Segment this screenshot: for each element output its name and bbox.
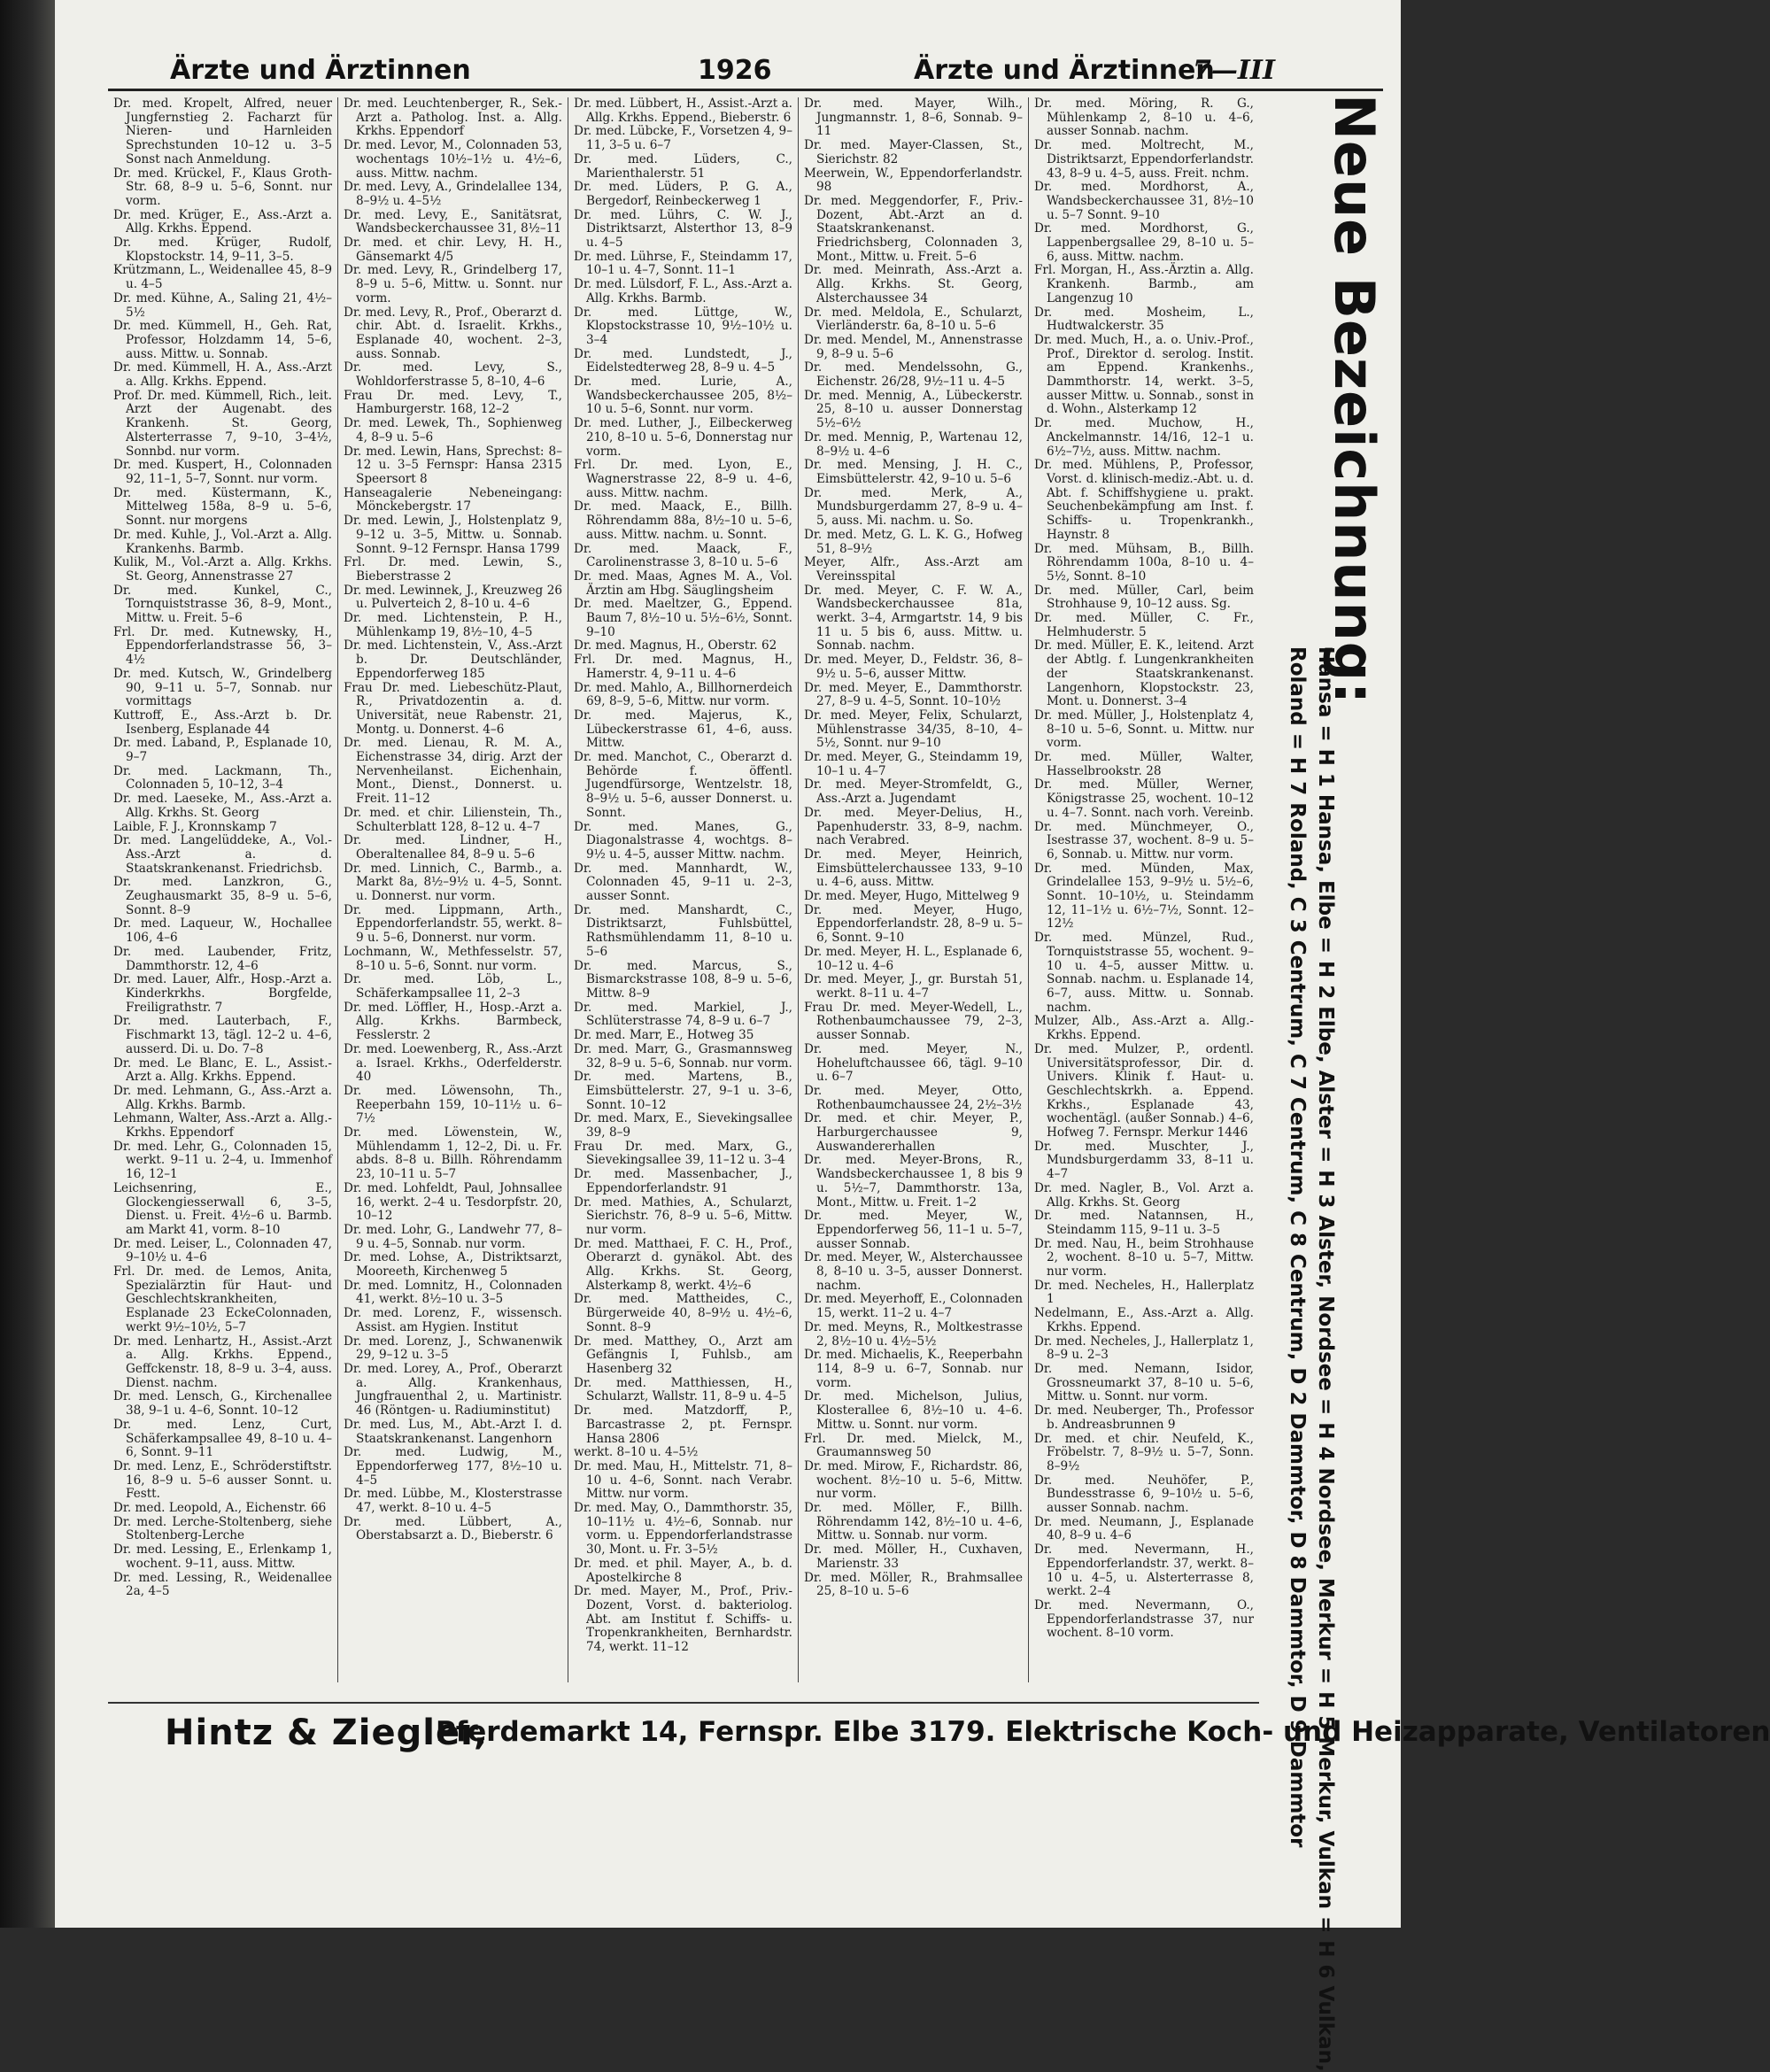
directory-entry: Dr. med. Mattheides, C., Bürgerweide 40, 8–9½ u. 4½–6, Sonnt. 8–9 bbox=[574, 1292, 792, 1334]
directory-entry: Dr. med. Necheles, J., Hallerplatz 1, 8–9 u. 2–3 bbox=[1034, 1334, 1254, 1363]
directory-entry: Dr. med. et chir. Neufeld, K., Fröbelstr. 7, 8–9½ u. 5–7, Sonn. 8–9½ bbox=[1034, 1431, 1254, 1473]
directory-entry: Dr. med. Laband, P., Esplanade 10, 9–7 bbox=[113, 736, 332, 765]
directory-entry: Dr. med. Maas, Agnes M. A., Vol. Ärztin am Hbg. Säuglingsheim bbox=[574, 568, 792, 598]
directory-entry: Dr. med. Meldola, E., Schularzt, Vierländerstr. 6a, 8–10 u. 5–6 bbox=[804, 305, 1023, 334]
column-2 bbox=[338, 97, 568, 1682]
directory-entry: Dr. med. Möring, R. G., Mühlenkamp 2, 8–10 u. 4–6, ausser Sonnab. nachm. bbox=[1034, 97, 1254, 139]
directory-entry: Leichsenring, E., Glockengiesserwall 6, 3–5, Dienst. u. Freit. 4½–6 u. Barmb. am Markt 41, vorm. 8–10 bbox=[113, 1180, 332, 1237]
directory-entry: Dr. med. Mosheim, L., Hudtwalckerstr. 35 bbox=[1034, 305, 1254, 334]
directory-entry: Dr. med. Lienau, R. M. A., Eichenstrasse 34, dirig. Arzt der Nervenheilanst. Eichenhain, Mont., Dienst., Donnerst. u. Freit. 11–12 bbox=[344, 736, 562, 807]
advertisement-footer bbox=[108, 1702, 1770, 1755]
directory-entry: Dr. med. Manes, G., Diagonalstrasse 4, wochtgs. 8–9½ u. 4–5, ausser Mittw. nachm. bbox=[574, 819, 792, 862]
directory-entry: Dr. med. Meyer, E., Dammthorstr. 27, 8–9 u. 4–5, Sonnt. 10–10½ bbox=[804, 680, 1023, 709]
directory-entry: Dr. med. Meyer, Otto, Rothenbaumchaussee 24, 2½–3½ bbox=[804, 1083, 1023, 1112]
directory-entry: Dr. med. Levy, R., Grindelberg 17, 8–9 u. 5–6, Mittw. u. Sonnt. nur vorm. bbox=[344, 263, 562, 305]
directory-entry: Kuttroff, E., Ass.-Arzt b. Dr. Isenberg, Esplanade 44 bbox=[113, 707, 332, 737]
directory-entry: Dr. med. Levy, A., Grindelallee 134, 8–9½ u. 4–5½ bbox=[344, 180, 562, 208]
directory-entry: Dr. med. et chir. Meyer, P., Harburgerchaussee 9, Auswandererhallen bbox=[804, 1111, 1023, 1154]
directory-entry: Frl. Dr. med. Lyon, E., Wagnerstrasse 22, 8–9 u. 4–6, auss. Mittw. nachm. bbox=[574, 458, 792, 500]
directory-entry: Frl. Morgan, H., Ass.-Ärztin a. Allg. Krankenh. Barmb., am Langenzug 10 bbox=[1034, 263, 1254, 305]
directory-entry: Dr. med. Markiel, J., Schlüterstrasse 74, 8–9 u. 6–7 bbox=[574, 1000, 792, 1029]
directory-entry: Dr. med. Luther, J., Eilbeckerweg 210, 8–10 u. 5–6, Donnerstag nur vorm. bbox=[574, 416, 792, 459]
directory-entry: Dr. med. Neumann, J., Esplanade 40, 8–9 u. 4–6 bbox=[1034, 1514, 1254, 1543]
directory-entry: Frl. Dr. med. Magnus, H., Hamerstr. 4, 9–11 u. 4–6 bbox=[574, 653, 792, 681]
page-number: 7—III bbox=[1193, 55, 1275, 86]
directory-entry: Dr. med. Lanzkron, G., Zeughausmarkt 35, 8–9 u. 5–6, Sonnt. 8–9 bbox=[113, 875, 332, 917]
directory-entry: Dr. med. Lehr, G., Colonnaden 15, werkt. 9–11 u. 2–4, u. Immenhof 16, 12–1 bbox=[113, 1139, 332, 1182]
directory-entry: Dr. med. Möller, H., Cuxhaven, Marienstr. 33 bbox=[804, 1542, 1023, 1571]
directory-entry: Dr. med. Lewin, Hans, Sprechst: 8–12 u. 3–5 Fernspr: Hansa 2315 Speersort 8 bbox=[344, 444, 562, 486]
directory-entry: Dr. med. Martens, B., Eimsbüttelerstr. 27, 9–1 u. 3–6, Sonnt. 10–12 bbox=[574, 1070, 792, 1112]
directory-entry: Dr. med. Meggendorfer, F., Priv.-Dozent, Abt.-Arzt an d. Staatskrankenanst. Friedrichsberg, Colonnaden 3, Mont., Mittw. u. Freit. 5–6 bbox=[804, 193, 1023, 264]
side-banner bbox=[1261, 89, 1394, 2072]
directory-entry: Dr. med. Lohse, A., Distriktsarzt, Mooreeth, Kirchenweg 5 bbox=[344, 1250, 562, 1280]
directory-entry: werkt. 8–10 u. 4–5½ bbox=[574, 1445, 699, 1460]
directory-entry: Dr. med. Lichtenstein, V., Ass.-Arzt b. Dr. Deutschländer, Eppendorferweg 185 bbox=[344, 638, 562, 681]
directory-entry: Dr. med. Lerche-Stoltenberg, siehe Stoltenberg-Lerche bbox=[113, 1514, 332, 1543]
directory-entry: Dr. med. Meyer, Hugo, Eppendorferlandstr. 28, 8–9 u. 5–6, Sonnt. 9–10 bbox=[804, 902, 1023, 946]
directory-entry: Frau Dr. med. Meyer-Wedell, L., Rothenbaumchaussee 79, 2–3, ausser Sonnab. bbox=[804, 1000, 1023, 1043]
directory-entry: Dr. med. Mannhardt, W., Colonnaden 45, 9–11 u. 2–3, ausser Sonnt. bbox=[574, 861, 792, 904]
directory-entry: Dr. med. Meyer, H. L., Esplanade 6, 10–12 u. 4–6 bbox=[804, 944, 1023, 973]
directory-entry: Kulik, M., Vol.-Arzt a. Allg. Krkhs. St. Georg, Annenstrasse 27 bbox=[113, 555, 332, 584]
directory-entry: Dr. med. Meyer-Delius, H., Papenhuderstr. 33, 8–9, nachm. nach Verabred. bbox=[804, 805, 1023, 848]
directory-entry: Dr. med. Meyer, N., Hoheluftchaussee 66, tägl. 9–10 u. 6–7 bbox=[804, 1041, 1023, 1085]
directory-entry: Lehmann, Walter, Ass.-Arzt a. Allg.-Krkhs. Eppendorf bbox=[113, 1111, 332, 1140]
directory-entry: Dr. med. Levor, M., Colonnaden 53, wochentags 10½–1½ u. 4½–6, auss. Mittw. nachm. bbox=[344, 138, 562, 181]
directory-entry: Dr. med. Mayer, M., Prof., Priv.-Dozent, Vorst. d. bakteriolog. Abt. am Institut f. Schiffs- u. Tropenkrankheiten, Bernhardstr. 74, werkt. 11–12 bbox=[574, 1584, 792, 1655]
directory-entry: Dr. med. Matthaei, F. C. H., Prof., Oberarzt d. gynäkol. Abt. des Allg. Krkhs. St. Georg, Alsterkamp 8, werkt. 4½–6 bbox=[574, 1236, 792, 1293]
directory-entry: Dr. med. Löwensohn, Th., Reeperbahn 159, 10–11½ u. 6–7½ bbox=[344, 1083, 562, 1126]
directory-entry: Dr. med. Marcus, S., Bismarckstrasse 108, 8–9 u. 5–6, Mittw. 8–9 bbox=[574, 958, 792, 1001]
directory-entry: Dr. med. Mensing, J. H. C., Eimsbüttelerstr. 42, 9–10 u. 5–6 bbox=[804, 458, 1023, 486]
directory-entry: Dr. med. Lichtenstein, P. H., Mühlenkamp 19, 8½–10, 4–5 bbox=[344, 611, 562, 639]
directory-entry: Dr. med. Lenz, E., Schröderstiftstr. 16, 8–9 u. 5–6 ausser Sonnt. u. Festt. bbox=[113, 1458, 332, 1502]
directory-entry: Dr. med. Maack, E., Billh. Röhrendamm 88a, 8½–10 u. 5–6, auss. Mittw. nachm. u. Sonnt. bbox=[574, 499, 792, 542]
directory-entry: Dr. med. Lauterbach, F., Fischmarkt 13, tägl. 12–2 u. 4–6, ausserd. Di. u. Do. 7–8 bbox=[113, 1014, 332, 1056]
directory-entry: Dr. med. Löb, L., Schäferkampsallee 11, 2–3 bbox=[344, 972, 562, 1001]
directory-entry: Dr. med. Lübbert, A., Oberstabsarzt a. D., Bieberstr. 6 bbox=[344, 1514, 562, 1543]
directory-entry: Dr. med. Meyer, Hugo, Mittelweg 9 bbox=[804, 889, 1020, 904]
directory-entry: Dr. med. Lübcke, F., Vorsetzen 4, 9–11, 3–5 u. 6–7 bbox=[574, 124, 792, 153]
directory-entry: Dr. med. Nau, H., beim Strohhause 2, wochent. 8–10 u. 5–7, Mittw. nur vorm. bbox=[1034, 1236, 1254, 1280]
directory-entry: Dr. med. Merk, A., Mundsburgerdamm 27, 8–9 u. 4–5, auss. Mi. nachm. u. So. bbox=[804, 485, 1023, 529]
directory-entry: Dr. med. Lurie, A., Wandsbeckerchaussee 205, 8½–10 u. 5–6, Sonnt. nur vorm. bbox=[574, 375, 792, 417]
directory-entry: Dr. med. Lorenz, F., wissensch. Assist. am Hygien. Institut bbox=[344, 1306, 562, 1334]
directory-entry: Dr. med. Möller, F., Billh. Röhrendamm 142, 8½–10 u. 4–6, Mittw. u. Sonnab. nur vorm. bbox=[804, 1501, 1023, 1543]
directory-entry: Dr. med. Münden, Max, Grindelallee 153, 9–9½ u. 5½–6, Sonnt. 10–10½, u. Steindamm 12, 11–1½ u. 6½–7½, Sonnt. 12–12½ bbox=[1034, 861, 1254, 932]
directory-entry: Frl. Dr. med. Lewin, S., Bieberstrasse 2 bbox=[344, 555, 562, 584]
directory-entry: Dr. med. Lomnitz, H., Colonnaden 41, werkt. 8½–10 u. 3–5 bbox=[344, 1278, 562, 1307]
directory-entry: Dr. med. Münzel, Rud., Tornquiststrasse 55, wochent. 9–10 u. 4–5, ausser Mittw. u. Sonnab. nachm. u. Esplanade 14, 6–7, auss. Mittw. u. Sonnab. nachm. bbox=[1034, 931, 1254, 1015]
directory-entry: Dr. med. Mordhorst, G., Lappenbergsallee 29, 8–10 u. 5–6, auss. Mittw. nachm. bbox=[1034, 221, 1254, 264]
directory-entry: Dr. med. et chir. Levy, H. H., Gänsemarkt 4/5 bbox=[344, 236, 562, 264]
book-binding bbox=[0, 0, 55, 1928]
directory-entry: Frau Dr. med. Levy, T., Hamburgerstr. 168, 12–2 bbox=[344, 388, 562, 417]
directory-entry: Dr. med. Mühsam, B., Billh. Röhrendamm 100a, 8–10 u. 4–5½, Sonnt. 8–10 bbox=[1034, 541, 1254, 584]
directory-entry: Frl. Dr. med. Kutnewsky, H., Eppendorferlandstrasse 56, 3–4½ bbox=[113, 624, 332, 668]
header-year: 1926 bbox=[698, 55, 772, 86]
directory-entry: Dr. med. Lessing, R., Weidenallee 2a, 4–5 bbox=[113, 1570, 332, 1599]
directory-entry: Dr. med. Michaelis, K., Reeperbahn 114, 8–9 u. 6–7, Sonnab. nur vorm. bbox=[804, 1348, 1023, 1390]
directory-entry: Dr. med. Meyer, C. F. W. A., Wandsbeckerchaussee 81a, werkt. 3–4, Armgartstr. 14, 9 bis 11 u. 5 bis 6, auss. Mittw. u. Sonnab. nachm. bbox=[804, 583, 1023, 653]
directory-entry: Dr. med. Maack, F., Carolinenstrasse 3, 8–10 u. 5–6 bbox=[574, 541, 792, 570]
column-4 bbox=[799, 97, 1029, 1682]
directory-entry: Dr. med. Marx, E., Sievekingsallee 39, 8–9 bbox=[574, 1111, 792, 1140]
directory-entry: Dr. med. Michelson, Julius, Klosterallee 6, 8½–10 u. 4–6. Mittw. u. Sonnt. nur vorm. bbox=[804, 1389, 1023, 1432]
directory-entry: Dr. med. Müller, E. K., leitend. Arzt der Abtlg. f. Lungenkrankheiten der Staatskrankenanst. Langenhorn, Klopstockstr. 23, Mont. u. Donnerst. 3–4 bbox=[1034, 638, 1254, 709]
directory-entry: Dr. med. Meyer, Felix, Schularzt, Mühlenstrasse 34/35, 8–10, 4–5½, Sonnt. nur 9–10 bbox=[804, 707, 1023, 751]
directory-entry: Dr. med. Muschter, J., Mundsburgerdamm 33, 8–11 u. 4–7 bbox=[1034, 1139, 1254, 1182]
directory-entry: Dr. med. Majerus, K., Lübeckerstrasse 61, 4–6, auss. Mittw. bbox=[574, 707, 792, 751]
directory-entry: Dr. med. Müller, Walter, Hasselbrookstr. 28 bbox=[1034, 750, 1254, 778]
directory-entry: Dr. med. Mahlo, A., Billhornerdeich 69, 8–9, 5–6, Mittw. nur vorm. bbox=[574, 680, 792, 709]
directory-entry: Dr. med. Meyer, W., Eppendorferweg 56, 11–1 u. 5–7, ausser Sonnab. bbox=[804, 1209, 1023, 1251]
directory-entry: Dr. med. Levy, S., Wohldorferstrasse 5, 8–10, 4–6 bbox=[344, 360, 562, 390]
directory-entry: Dr. med. Moltrecht, M., Distriktsarzt, Eppendorferlandstr. 43, 8–9 u. 4–5, auss. Freit. nchm. bbox=[1034, 138, 1254, 181]
directory-entry: Dr. med. Leuchtenberger, R., Sek.-Arzt a. Patholog. Inst. a. Allg. Krkhs. Eppendorf bbox=[344, 97, 562, 139]
directory-entry: Frl. Dr. med. Mielck, M., Graumannsweg 50 bbox=[804, 1431, 1023, 1460]
directory-entry: Dr. med. Natannsen, H., Steindamm 115, 9–11 u. 3–5 bbox=[1034, 1209, 1254, 1237]
directory-entry: Dr. med. Kuspert, H., Colonnaden 92, 11–1, 5–7, Sonnt. nur vorm. bbox=[113, 458, 332, 486]
side-codes-2: Roland = H 7 Roland, C 3 Centrum, C 7 Centrum, C 8 Centrum, D 2 Dammtor, D 8 Dammtor, D 9 Dammtor bbox=[1286, 646, 1309, 1848]
directory-entry: Dr. med. Mayer, Wilh., Jungmannstr. 1, 8–6, Sonnab. 9–11 bbox=[804, 97, 1023, 139]
directory-entry: Dr. med. Mayer-Classen, St., Sierichstr. 82 bbox=[804, 138, 1023, 166]
header-right: Ärzte und Ärztinnen bbox=[914, 55, 1215, 86]
directory-entry: Dr. med. Kunkel, C., Tornquiststrasse 36, 8–9, Mont., Mittw. u. Freit. 5–6 bbox=[113, 583, 332, 626]
directory-entry: Dr. med. Lorey, A., Prof., Oberarzt a. Allg. Krankenhaus, Jungfrauenthal 2, u. Martinistr. 46 (Röntgen- u. Radiuminstitut) bbox=[344, 1361, 562, 1419]
directory-entry: Dr. med. Lauer, Alfr., Hosp.-Arzt a. Kinderkrkhs. Borgfelde, Freiligrathstr. 7 bbox=[113, 972, 332, 1015]
ad-brand: Hintz & Ziegler, bbox=[165, 1712, 489, 1753]
directory-entry: Dr. med. Lenz, Curt, Schäferkampsallee 49, 8–10 u. 4–6, Sonnt. 9–11 bbox=[113, 1417, 332, 1460]
directory-entry: Dr. med. Müller, Werner, Königstrasse 25, wochent. 10–12 u. 4–7. Sonnt. nach vorh. Vereinb. bbox=[1034, 777, 1254, 820]
directory-entry: Dr. med. Le Blanc, E. L., Assist.-Arzt a. Allg. Krkhs. Eppend. bbox=[113, 1055, 332, 1085]
directory-entry: Dr. med. Meyer, Heinrich, Eimsbüttelerchaussee 133, 9–10 u. 4–6, auss. Mittw. bbox=[804, 847, 1023, 890]
directory-entry: Dr. med. Möller, R., Brahmsallee 25, 8–10 u. 5–6 bbox=[804, 1570, 1023, 1599]
directory-entry: Dr. med. Muchow, H., Anckelmannstr. 14/16, 12–1 u. 6½–7½, auss. Mittw. nachm. bbox=[1034, 416, 1254, 459]
directory-entry: Dr. med. Nagler, B., Vol. Arzt a. Allg. Krkhs. St. Georg bbox=[1034, 1180, 1254, 1210]
directory-entry: Dr. med. Münchmeyer, O., Isestrasse 37, wochent. 8–9 u. 5–6, Sonnab. u. Mittw. nur vorm. bbox=[1034, 819, 1254, 862]
directory-entry: Mulzer, Alb., Ass.-Arzt a. Allg.-Krkhs. Eppend. bbox=[1034, 1014, 1254, 1043]
directory-entry: Dr. med. Krüger, Rudolf, Klopstockstr. 14, 9–11, 3–5. bbox=[113, 236, 332, 264]
ad-text: Pferdemarkt 14, Fernspr. Elbe 3179. Elektrische Koch- und Heizapparate, Ventilatoren bbox=[436, 1716, 1770, 1748]
directory-entry: Dr. med. Lensch, G., Kirchenallee 38, 9–1 u. 4–6, Sonnt. 10–12 bbox=[113, 1389, 332, 1419]
directory-entry: Dr. med. et chir. Lilienstein, Th., Schulterblatt 128, 8–12 u. 4–7 bbox=[344, 805, 562, 834]
directory-entry: Dr. med. Müller, C. Fr., Helmhuderstr. 5 bbox=[1034, 611, 1254, 639]
directory-entry: Dr. med. Lus, M., Abt.-Arzt I. d. Staatskrankenanst. Langenhorn bbox=[344, 1417, 562, 1446]
column-5 bbox=[1029, 97, 1259, 1682]
directory-entry: Dr. med. Mennig, A., Lübeckerstr. 25, 8–10 u. ausser Donnerstag 5½–6½ bbox=[804, 388, 1023, 431]
directory-entry: Krützmann, L., Weidenallee 45, 8–9 u. 4–5 bbox=[113, 263, 332, 292]
directory-entry: Dr. med. Matthiessen, H., Schularzt, Wallstr. 11, 8–9 u. 4–5 bbox=[574, 1375, 792, 1404]
directory-entry: Dr. med. Ludwig, M., Eppendorferweg 177, 8½–10 u. 4–5 bbox=[344, 1445, 562, 1488]
directory-entry: Dr. med. Lewinnek, J., Kreuzweg 26 u. Pulverteich 2, 8–10 u. 4–6 bbox=[344, 583, 562, 612]
directory-entry: Dr. med. Kümmell, H., Geh. Rat, Professor, Holzdamm 14, 5–6, auss. Mittw. u. Sonnab. bbox=[113, 319, 332, 361]
directory-entry: Dr. med. Lülsdorf, F. L., Ass.-Arzt a. Allg. Krkhs. Barmb. bbox=[574, 277, 792, 305]
directory-entry: Dr. med. Laubender, Fritz, Dammthorstr. 12, 4–6 bbox=[113, 944, 332, 973]
directory-entry: Dr. med. Meyerhoff, E., Colonnaden 15, werkt. 11–2 u. 4–7 bbox=[804, 1292, 1023, 1321]
directory-entry: Hanseagalerie Nebeneingang: Mönckebergstr. 17 bbox=[344, 485, 562, 514]
directory-entry: Dr. med. Manshardt, C., Distriktsarzt, Fuhlsbüttel, Rathsmühlendamm 11, 8–10 u. 5–6 bbox=[574, 902, 792, 959]
directory-entry: Dr. med. Leopold, A., Eichenstr. 66 bbox=[113, 1501, 327, 1516]
directory-entry: Dr. med. et phil. Mayer, A., b. d. Apostelkirche 8 bbox=[574, 1556, 792, 1585]
directory-entry: Nedelmann, E., Ass.-Arzt a. Allg. Krkhs. Eppend. bbox=[1034, 1306, 1254, 1334]
directory-entry: Dr. med. Meyer, G., Steindamm 19, 10–1 u. 4–7 bbox=[804, 750, 1023, 778]
directory-entry: Dr. med. Lundstedt, J., Eidelstedterweg 28, 8–9 u. 4–5 bbox=[574, 346, 792, 375]
directory-entry: Dr. med. Meyer-Stromfeldt, G., Ass.-Arzt a. Jugendamt bbox=[804, 777, 1023, 807]
directory-entry: Dr. med. Levy, E., Sanitätsrat, Wandsbeckerchaussee 31, 8½–11 bbox=[344, 207, 562, 236]
directory-entry: Dr. med. Levy, R., Prof., Oberarzt d. chir. Abt. d. Israelit. Krkhs., Esplanade 40, wochent. 2–3, auss. Sonnab. bbox=[344, 305, 562, 361]
directory-entry: Dr. med. Kropelt, Alfred, neuer Jungfernstieg 2. Facharzt für Nieren- und Harnleiden Sprechstunden 10–12 u. 3–5 Sonst nach Anmeldung. bbox=[113, 97, 332, 166]
directory-entry: Dr. med. Lessing, E., Erlenkamp 1, wochent. 9–11, auss. Mittw. bbox=[113, 1542, 332, 1571]
directory-entry: Dr. med. Massenbacher, J., Eppendorferlandstr. 91 bbox=[574, 1167, 792, 1195]
directory-entry: Dr. med. Lührse, F., Steindamm 17, 10–1 u. 4–7, Sonnt. 11–1 bbox=[574, 249, 792, 278]
directory-entry: Dr. med. Matthey, O., Arzt am Gefängnis I, Fuhlsb., am Hasenberg 32 bbox=[574, 1334, 792, 1376]
directory-entry: Dr. med. Leiser, L., Colonnaden 47, 9–10½ u. 4–6 bbox=[113, 1236, 332, 1265]
directory-entry: Dr. med. Müller, J., Holstenplatz 4, 8–10 u. 5–6, Sonnt. u. Mittw. nur vorm. bbox=[1034, 707, 1254, 751]
directory-entry: Dr. med. Neuhöfer, P., Bundesstrasse 6, 9–10½ u. 5–6, ausser Sonnab. nachm. bbox=[1034, 1473, 1254, 1516]
directory-entry: Dr. med. Meyer, J., gr. Burstah 51, werkt. 8–11 u. 4–7 bbox=[804, 972, 1023, 1001]
directory-entry: Dr. med. Loewenberg, R., Ass.-Arzt a. Israel. Krkhs., Oderfelderstr. 40 bbox=[344, 1041, 562, 1085]
directory-entry: Dr. med. Küstermann, K., Mittelweg 158a, 8–9 u. 5–6, Sonnt. nur morgens bbox=[113, 485, 332, 529]
directory-entry: Dr. med. Meinrath, Ass.-Arzt a. Allg. Krkhs. St. Georg, Alsterchaussee 34 bbox=[804, 263, 1023, 305]
directory-entry: Dr. med. Much, H., a. o. Univ.-Prof., Prof., Direktor d. serolog. Instit. am Eppend. Krankenhs., Dammthorstr. 14, werkt. 3–5, ausser Mittw. u. Sonnab., sonst in d. Wohn., Alsterkamp 12 bbox=[1034, 332, 1254, 417]
directory-entry: Dr. med. Lüders, C., Marienthalerstr. 51 bbox=[574, 151, 792, 181]
directory-entry: Dr. med. Kümmell, H. A., Ass.-Arzt a. Allg. Krkhs. Eppend. bbox=[113, 360, 332, 390]
directory-entry: Dr. med. Mendelssohn, G., Eichenstr. 26/28, 9½–11 u. 4–5 bbox=[804, 360, 1023, 390]
directory-entry: Dr. med. Mathies, A., Schularzt, Sierichstr. 76, 8–9 u. 5–6, Mittw. nur vorm. bbox=[574, 1194, 792, 1237]
directory-entry: Dr. med. Nemann, Isidor, Grossneumarkt 37, 8–10 u. 5–6, Mittw. u. Sonnt. nur vorm. bbox=[1034, 1361, 1254, 1404]
directory-entry: Dr. med. Magnus, H., Oberstr. 62 bbox=[574, 638, 777, 653]
directory-entry: Frau Dr. med. Liebeschütz-Plaut, R., Privatdozentin a. d. Universität, neue Rabenstr. 21, Montg. u. Donnerst. 4–6 bbox=[344, 680, 562, 737]
directory-entry: Dr. med. Meyer-Brons, R., Wandsbeckerchaussee 1, 8 bis 9 u. 5½–7, Dammthorstr. 13a, Mont., Mittw. u. Freit. 1–2 bbox=[804, 1153, 1023, 1210]
directory-entry: Dr. med. Lohfeldt, Paul, Johnsallee 16, werkt. 2–4 u. Tesdorpfstr. 20, 10–12 bbox=[344, 1180, 562, 1224]
directory-entry: Dr. med. Maeltzer, G., Eppend. Baum 7, 8½–10 u. 5½–6½, Sonnt. 9–10 bbox=[574, 597, 792, 639]
directory-entry: Dr. med. Mau, H., Mittelstr. 71, 8–10 u. 4–6, Sonnt. nach Verabr. Mittw. nur vorm. bbox=[574, 1458, 792, 1502]
column-1 bbox=[108, 97, 338, 1682]
directory-entry: Dr. med. Lührs, C. W. J., Distriktsarzt, Alsterthor 13, 8–9 u. 4–5 bbox=[574, 207, 792, 251]
directory-entry: Dr. med. Necheles, H., Hallerplatz 1 bbox=[1034, 1278, 1254, 1307]
directory-entry: Dr. med. Marr, E., Hotweg 35 bbox=[574, 1028, 754, 1043]
directory-entry: Dr. med. Kutsch, W., Grindelberg 90, 9–11 u. 5–7, Sonnab. nur vormittags bbox=[113, 666, 332, 709]
directory-entry: Dr. med. Meyer, W., Alsterchaussee 8, 8–10 u. 3–5, ausser Donnerst. nachm. bbox=[804, 1250, 1023, 1293]
directory-entry: Dr. med. Lewin, J., Holstenplatz 9, 9–12 u. 3–5, Mittw. u. Sonnab. Sonnt. 9–12 Fernspr. Hansa 1799 bbox=[344, 514, 562, 556]
directory-entry: Dr. med. Neuberger, Th., Professor b. Andreasbrunnen 9 bbox=[1034, 1403, 1254, 1432]
page-header bbox=[108, 53, 1383, 91]
directory-entry: Prof. Dr. med. Kümmell, Rich., leit. Arzt der Augenabt. des Krankenh. St. Georg, Alsterterrasse 7, 9–10, 3–4½, Sonnbd. nur vorm. bbox=[113, 388, 332, 459]
directory-entry: Meerwein, W., Eppendorferlandstr. 98 bbox=[804, 166, 1023, 195]
directory-entry: Dr. med. Lüders, P. G. A., Bergedorf, Reinbeckerweg 1 bbox=[574, 180, 792, 208]
directory-entry: Dr. med. Krüger, E., Ass.-Arzt a. Allg. Krkhs. Eppend. bbox=[113, 207, 332, 236]
directory-entry: Dr. med. Löffler, H., Hosp.-Arzt a. Allg. Krkhs. Barmbeck, Fesslerstr. 2 bbox=[344, 1000, 562, 1043]
directory-entry: Dr. med. Manchot, C., Oberarzt d. Behörde f. öffentl. Jugendfürsorge, Wentzelstr. 18, 8–9½ u. 5–6, ausser Donnerst. u. Sonnt. bbox=[574, 750, 792, 820]
side-codes-1: Hansa = H 1 Hansa, Elbe = H 2 Elbe, Alster = H 3 Alster, Nordsee = H 4 Nordsee, Merkur = H 5 Merkur, Vulkan = H 6 Vulkan, bbox=[1314, 646, 1337, 2072]
directory-entry: Dr. med. Meyer, D., Feldstr. 36, 8–9½ u. 5–6, ausser Mittw. bbox=[804, 653, 1023, 681]
directory-entry: Dr. med. May, O., Dammthorstr. 35, 10–11½ u. 4½–6, Sonnab. nur vorm. u. Eppendorferlandstrasse 30, Mont. u. Fr. 3–5½ bbox=[574, 1501, 792, 1558]
directory-entry: Dr. med. Laeseke, M., Ass.-Arzt a. Allg. Krkhs. St. Georg bbox=[113, 792, 332, 820]
directory-entry: Dr. med. Lübbert, H., Assist.-Arzt a. Allg. Krkhs. Eppend., Bieberstr. 6 bbox=[574, 97, 792, 125]
directory-entry: Dr. med. Linnich, C., Barmb., a. Markt 8a, 8½–9½ u. 4–5, Sonnt. u. Donnerst. nur vorm. bbox=[344, 861, 562, 904]
directory-entry: Dr. med. Lehmann, G., Ass.-Arzt a. Allg. Krkhs. Barmb. bbox=[113, 1083, 332, 1112]
directory-entry: Dr. med. Kuhle, J., Vol.-Arzt a. Allg. Krankenhs. Barmb. bbox=[113, 527, 332, 556]
directory-entry: Laible, F. J., Kronnskamp 7 bbox=[113, 819, 277, 834]
directory-entry: Dr. med. Nevermann, H., Eppendorferlandstr. 37, werkt. 8–10 u. 4–5, u. Alsterterrasse 8, werkt. 2–4 bbox=[1034, 1542, 1254, 1599]
directory-entry: Dr. med. Lohr, G., Landwehr 77, 8–9 u. 4–5, Sonnab. nur vorm. bbox=[344, 1222, 562, 1251]
directory-entry: Dr. med. Mirow, F., Richardstr. 86, wochent. 8½–10 u. 5–6, Mittw. nur vorm. bbox=[804, 1458, 1023, 1502]
directory-entry: Dr. med. Metz, G. L. K. G., Hofweg 51, 8–9½ bbox=[804, 527, 1023, 556]
directory-entry: Dr. med. Lindner, H., Oberaltenallee 84, 8–9 u. 5–6 bbox=[344, 833, 562, 862]
directory-entry: Dr. med. Lippmann, Arth., Eppendorferlandstr. 55, werkt. 8–9 u. 5–6, Donnerst. nur vorm. bbox=[344, 902, 562, 946]
directory-entry: Dr. med. Lackmann, Th., Colonnaden 5, 10–12, 3–4 bbox=[113, 763, 332, 792]
directory-entry: Dr. med. Lüttge, W., Klopstockstrasse 10, 9½–10½ u. 3–4 bbox=[574, 305, 792, 347]
directory-entry: Dr. med. Kühne, A., Saling 21, 4½–5½ bbox=[113, 290, 332, 320]
side-title: Neue Bezeichnung: bbox=[1322, 94, 1387, 705]
directory-entry: Dr. med. Lübbe, M., Klosterstrasse 47, werkt. 8–10 u. 4–5 bbox=[344, 1487, 562, 1516]
directory-page bbox=[55, 0, 1770, 2072]
directory-entry: Dr. med. Mennig, P., Wartenau 12, 8–9½ u. 4–6 bbox=[804, 429, 1023, 459]
directory-entry: Dr. med. Lenhartz, H., Assist.-Arzt a. Allg. Krkhs. Eppend., Geffckenstr. 18, 8–9 u. 3–4, auss. Dienst. nachm. bbox=[113, 1334, 332, 1390]
directory-entry: Frl. Dr. med. de Lemos, Anita, Spezialärztin für Haut- und Geschlechtskrankheiten, Esplanade 23 EckeColonnaden, werkt 9½–10½, 5–7 bbox=[113, 1264, 332, 1334]
directory-entry: Meyer, Alfr., Ass.-Arzt am Vereinsspital bbox=[804, 555, 1023, 584]
directory-entry: Dr. med. Müller, Carl, beim Strohhause 9, 10–12 auss. Sg. bbox=[1034, 583, 1254, 612]
column-3 bbox=[568, 97, 799, 1682]
directory-entry: Dr. med. Laqueur, W., Hochallee 106, 4–6 bbox=[113, 916, 332, 946]
directory-entry: Dr. med. Mühlens, P., Professor, Vorst. d. klinisch-mediz.-Abt. u. d. Abt. f. Schiffshygiene u. prakt. Seuchenbekämpfung am Inst. f. Schiffs- u. Tropenkrankh., Haynstr. 8 bbox=[1034, 458, 1254, 542]
directory-entry: Dr. med. Löwenstein, W., Mühlendamm 1, 12–2, Di. u. Fr. abds. 8–8 u. Billh. Röhrendamm 23, 10–11 u. 5–7 bbox=[344, 1125, 562, 1182]
directory-entry: Dr. med. Meyns, R., Moltkestrasse 2, 8½–10 u. 4½–5½ bbox=[804, 1319, 1023, 1349]
directory-entry: Frau Dr. med. Marx, G., Sievekingsallee 39, 11–12 u. 3–4 bbox=[574, 1139, 792, 1168]
directory-entry: Dr. med. Mendel, M., Annenstrasse 9, 8–9 u. 5–6 bbox=[804, 332, 1023, 361]
directory-entry: Dr. med. Langelüddeke, A., Vol.-Ass.-Arzt a. d. Staatskrankenanst. Friedrichsb. bbox=[113, 833, 332, 876]
directory-entry: Dr. med. Mordhorst, A., Wandsbeckerchaussee 31, 8½–10 u. 5–7 Sonnt. 9–10 bbox=[1034, 180, 1254, 222]
header-left: Ärzte und Ärztinnen bbox=[170, 55, 471, 86]
directory-entry: Lochmann, W., Methfesselstr. 57, 8–10 u. 5–6, Sonnt. nur vorm. bbox=[344, 944, 562, 973]
directory-entry: Dr. med. Nevermann, O., Eppendorferlandstrasse 37, nur wochent. 8–10 vorm. bbox=[1034, 1597, 1254, 1641]
directory-entry: Dr. med. Marr, G., Grasmannsweg 32, 8–9 u. 5–6, Sonnab. nur vorm. bbox=[574, 1041, 792, 1071]
directory-entry: Dr. med. Matzdorff, P., Barcastrasse 2, pt. Fernspr. Hansa 2806 bbox=[574, 1403, 792, 1446]
directory-entry: Dr. med. Lewek, Th., Sophienweg 4, 8–9 u. 5–6 bbox=[344, 416, 562, 445]
listing-columns bbox=[108, 97, 1259, 1682]
directory-entry: Dr. med. Krückel, F., Klaus Groth-Str. 68, 8–9 u. 5–6, Sonnt. nur vorm. bbox=[113, 166, 332, 208]
directory-entry: Dr. med. Mulzer, P., ordentl. Universitätsprofessor, Dir. d. Univers. Klinik f. Haut- u. Geschlechtskrkh. a. Eppend. Krkhs., Esplanade 43, wochentägl. (außer Sonnab.) 4–6, Hofweg 7. Fernspr. Merkur 1446 bbox=[1034, 1041, 1254, 1140]
directory-entry: Dr. med. Lorenz, J., Schwanenwik 29, 9–12 u. 3–5 bbox=[344, 1334, 562, 1363]
